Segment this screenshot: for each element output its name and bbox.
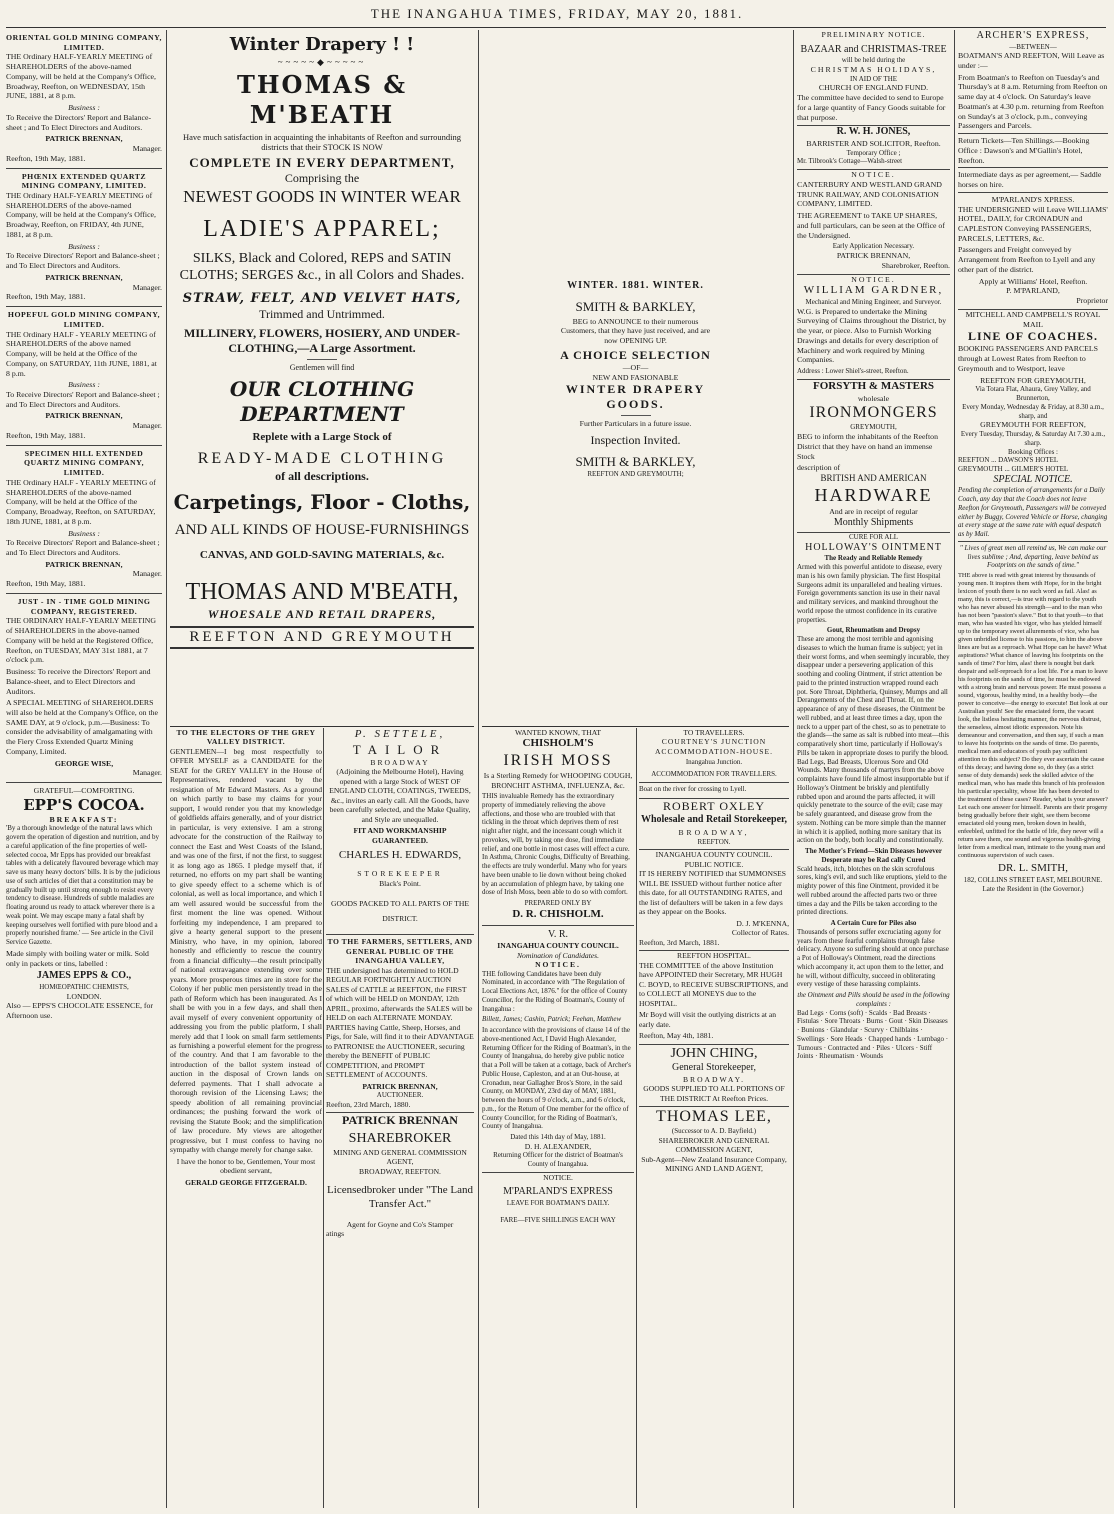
rates-date: Reefton, 3rd March, 1881. — [639, 937, 720, 947]
moss-body: THIS invaluable Remedy has the extraordinary property of immediately relieving the above affections, and those who are troubled with that tickling in the throat which deprives them of rest night after night, and the incessant cough which it provokes, will, by taking one dose, find immediate relief, and one bottle in most cases will effect a cure. In Asthma, Chronic Coughs, Difficulty of Breathing, the effects are truly wonderful. Many who for years have been unable to lie down without being choked by an accumulation of phlegm have, by taking one dose of Irish Moss, been able to do so with comfort. — [482, 792, 630, 897]
archer-sched: From Boatman's to Reefton on Tuesday's and Thursday's at 8 a.m. Returning from Reefton on same day at 4 o'clock. On Saturday's leave Boatman's at 4.30 p.m. returning from Reefton on Sunday's at 3 o'clock, p.m., conveying Passengers and Parcels. — [958, 72, 1108, 131]
lee-mining: MINING AND LAND AGENT, — [665, 1164, 763, 1174]
holloway-title: HOLLOWAY'S OINTMENT — [805, 541, 942, 553]
tailor-fit: FIT AND WORKMANSHIP GUARANTEED. — [353, 826, 447, 845]
phoenix-notice — [6, 169, 162, 308]
coach-via: Via Totara Flat, Ahaura, Grey Valley, and Brunnerton, — [975, 385, 1091, 403]
notice-role: Manager. — [132, 768, 162, 778]
ad-city: LONDON. — [66, 991, 102, 1001]
notice-date: Reefton, 19th May, 1881. — [6, 430, 86, 440]
ad-further: Further Particulars in a future issue. — [579, 419, 692, 429]
rule — [621, 415, 651, 416]
coach-offices: Booking Offices : — [1007, 447, 1059, 456]
notice-title: ORIENTAL GOLD MINING COMPANY, LIMITED. — [6, 33, 162, 52]
ad-firm2: SMITH & BARKLEY, — [575, 454, 696, 470]
address-sign: GERALD GEORGE FITZGERALD. — [185, 1177, 307, 1187]
canterbury-sign: PATRICK BRENNAN, — [836, 251, 911, 261]
edwards-storekeeper: STOREKEEPER — [357, 869, 443, 879]
notice-date: Reefton, 19th May, 1881. — [6, 153, 86, 163]
ad-readymade: READY-MADE CLOTHING — [197, 449, 447, 467]
travellers-title: TO TRAVELLERS. — [683, 728, 745, 737]
council-body3: In accordance with the provisions of clause 14 of the above-mentioned Act, I David Hugh Alexander, Returning Officer for the Riding of Boatman's, in the County of Inangahua, do hereby give public notice that a Poll will be taken at a cottage, back of Archer's Public House, Capleston, and at an Out-house, at Cronadun, near Gallagher Bros's Store, in the said County, on MONDAY, 23rd day of MAY, 1881, between the hours of 9 o'clock, a.m., and 6 o'clock, p.m., for the Return of One member for the office of County Councillor, for the Riding of Boatman's, County of Inangahua. — [482, 1026, 631, 1131]
forsyth-wholesale: wholesale — [857, 393, 890, 403]
smith-barkley-ad — [482, 30, 789, 726]
canterbury-agree: THE AGREEMENT to TAKE UP SHARES, and full particulars, can be seen at the Office of the Undersigned. — [797, 211, 945, 240]
column-divider — [323, 728, 324, 1508]
council-body: THE following Candidates have been duly Nominated, in accordance with "The Regulation of Local Elections Act, 1876." for the office of County Councillor, for the Riding of Boatman's, County of Inangahua : — [482, 969, 628, 1013]
holloway-ready: The Ready and Reliable Remedy — [824, 554, 923, 563]
holloway-body3: These are among the most terrible and agonising diseases to which the human frame is subject; yet in their worst forms, and when seemingly incurable, they disappear under a persevering application of this soothing and cooling Ointment, if strict attention be paid to the printed instruction wrapped round each pot. Sore Throat, Diphtheria, Quinsey, Mumps and all Derangements of the Chest and Throat. If, on the appearance of any of these diseases, the Ointment be well rubbed, and at least three times a day, upon the neck to a upper part of the chest, so as to penetrate to the glands—the same as salt is rubbed into meat—this comparatively short time, particularly if Holloway's Pills be taken in appropriate doses to purify the blood. Bad Legs, Bad Breasts, Ulcerous Sore and Old Wounds. Many thousands of martyrs from the above complaints have found life almost insupportable but if Holloway's Ointment be briskly and plentifully rubbed upon and around the parts affected, it will quickly penetrate to the source of the evil; case may be safely guaranteed, and disease grow from the system. Nothing can be more simple than the manner in which it is applied, nothing more sanitary that its action on the body, both locally and constitutionally. — [797, 635, 950, 845]
notice-date: Reefton, 19th May, 1881. — [6, 579, 86, 589]
holloway-gout: Gout, Rheumatism and Dropsy — [826, 626, 921, 635]
section-rule — [482, 726, 789, 727]
notice-business: Business : — [68, 103, 100, 113]
ad-millinery: MILLINERY, FLOWERS, HOSIERY, AND UNDER- — [184, 325, 460, 340]
ching-name: JOHN CHING, — [639, 1044, 789, 1063]
notice-title: PHŒNIX EXTENDED QUARTZ MINING COMPANY, LIMITED. — [21, 171, 147, 191]
ad-thomas: THOMAS AND M'BEATH, — [185, 579, 459, 605]
council-notice: NOTICE. — [535, 960, 581, 970]
notice-role: Manager. — [132, 282, 162, 292]
moss-title: IRISH MOSS — [503, 752, 613, 770]
travellers-courtney: COURTNEY'S JUNCTION ACCOMMODATION-HOUSE. — [654, 737, 774, 756]
mparland-apply: Apply at Williams' Hotel, Reefton. — [978, 276, 1088, 286]
ad-kicker: GRATEFUL—COMFORTING. — [33, 786, 135, 796]
ad-firm: THOMAS & M'BEATH — [237, 69, 407, 129]
mparland-body: THE UNDERSIGNED will Leave WILLIAMS' HOTEL, DAILY, for CRONADUN and CAPLESTON Conveying PASSENGERS, PARCELS, LETTERS, &c. — [958, 204, 1108, 243]
ad-cloths: CLOTHS; SERGES &c., in all Colors and Shades. — [179, 268, 465, 283]
archer-between: —BETWEEN— — [1009, 42, 1057, 51]
notice-business: Business: To receive the Directors' Report and Balance-sheet, and to Elect Directors and Auditors. — [6, 667, 151, 696]
forsyth-ba: BRITISH AND AMERICAN — [820, 473, 927, 484]
ad-trimmed: Trimmed and Untrimmed. — [259, 306, 385, 321]
forsyth-monthly: Monthly Shipments — [833, 516, 914, 528]
bazaar-held: will be held during the — [841, 56, 906, 65]
express-fare: FARE—FIVE SHILLINGS EACH WAY — [500, 1215, 616, 1224]
notice-role: Manager. — [132, 144, 162, 154]
notice-sign: GEORGE WISE, — [54, 758, 114, 768]
gardner-address: Address : Lower Shiel's-street, Reefton. — [797, 367, 909, 376]
notice-items: To Receive Directors' Report and Balance-sheet ; and To Elect Directors and Auditors. — [6, 538, 160, 557]
ad-new: NEW AND FASIONABLE — [592, 372, 679, 382]
oxley-broadway: BROADWAY, — [678, 828, 750, 838]
farmers-body: THE undersigned has determined to HOLD REGULAR FORTNIGHTLY AUCTION SALES of CATTLE at REEFTON, the FIRST of which will be HELD on MONDAY, 12th APRIL, proximo, afterwards the SALES will be HELD on each ALTERNATE MONDAY. PARTIES having Cattle, Sheep, Horses, and Pigs, for Sale, will find it to their ADVANTAGE to PATRONISE the AUCTIONEER, securing thereby the BENEFIT of PUBLIC COMPETITION, and PROMPT SETTLEMENT of ACCOUNTS. — [326, 965, 474, 1080]
ad-newest: NEWEST GOODS IN WINTER WEAR — [183, 187, 461, 207]
ad-title: EPP'S COCOA. — [23, 795, 145, 814]
column-divider — [793, 30, 794, 1508]
mparland-title: M'PARLAND'S XPRESS. — [958, 192, 1108, 205]
smith-poem: " Lives of great men all remind us, We can make our lives sublime ; And, departing, leave behind us Footprints on the sands of time." — [958, 541, 1108, 570]
ad-our-clothing: OUR CLOTHING DEPARTMENT — [229, 376, 415, 426]
farmers-date: Reefton, 23rd March, 1880. — [326, 1099, 411, 1109]
ad-firm: SMITH & BARKLEY, — [575, 298, 696, 314]
rates-sign: D. J. M'KENNA, — [736, 918, 789, 928]
forsyth-beg: BEG to inform the inhabitants of the Reefton District that they have on hand an immense Stock — [797, 432, 938, 461]
brennan-tail: atings — [326, 1229, 345, 1239]
notice-sign: PATRICK BRENNAN, — [45, 134, 123, 144]
ching-broadway: BROADWAY. — [682, 1074, 746, 1084]
notice-role: Manager. — [132, 569, 162, 579]
lee-sb: SHAREBROKER AND GENERAL COMMISSION AGENT, — [658, 1135, 770, 1155]
jones-temp: Temporary Office ; — [846, 148, 901, 157]
notice-body: THE Ordinary HALF-YEARLY MEETING of SHAREHOLDERS of the above-named Company, will be held at the Company's Office, Broadway, Reefton, on WEDNESDAY, 15th JUNE, 1881, at 8 p.m. — [6, 52, 156, 101]
gardner-body: W.G. is Prepared to undertake the Mining Surveying of Claims throughout the District, by the year, or piece. Also to Furnish Working Drawings and details for every description of Machinery and work required by Mining Companies. — [797, 306, 947, 365]
smith-addr: 182, COLLINS STREET EAST, MELBOURNE. — [963, 875, 1103, 884]
notice-business: Business : — [68, 380, 100, 390]
lee-succ: (Successor to A. D. Bayfield.) — [671, 1127, 757, 1136]
smith-body: THE above is read with great interest by thousands of young men. It inspires them with Hope, for in the bright lexicon of youth there is no such word as fail. Alas! as many, this is correct,—is true with regard to the youth who has never abused his strength—and to the man who has not been "passion's slave." But to that youth—to that man, who has wasted his vigor, who has yielded himself up to the temporary sweet allurements of vice, who has given unbridled license to his passions, to him the above lines are but as a reproach. What Hope can he have? What aspirations? What chance of leaving his footprints on the sands of time? For him, alas! there is nought but dark despair and self-reproach for a lost life. For a man to leave his footprints on the sands of time, he must be endowed with a strong brain and nervous power. He must possess a sound, vigorous, healthy mind, in a healthy body—the power to conceive—the energy to execute! But look at our Australian youth! See the emaciated form, the vacant look, the listless hesitating manner, the nervous distrust, the senseless, almost idiotic expression. Note his demeanour and conversation, and then say, if such a man to leave his footprints on the sands of time. Do parents, medical men and educators of youth pay sufficient attention to this subject? Do they ever ascertain the cause of this decay; and having done so, do they (as a strict sense of duty demands) seek the skilled advice of the medical man, who has made this branch of his profession his particular speciality, whose life has been devoted to the treatment of these cases? Reader, what is your answer? Let each one answer for himself. Parents are their progeny being gradually before their sight, see them become emaciated old young men, broken down in health, enfeebled, unfitted for the battle of life, they never will a return save them, one sound and vigorous health-giving letter from a medical man, intimate to the young man and continuous supervision of such cases. — [958, 572, 1108, 860]
col3b-ads — [639, 728, 789, 1508]
masthead: THE INANGAHUA TIMES, FRIDAY, MAY 20, 1881. — [370, 6, 744, 21]
notice-sign: PATRICK BRENNAN, — [45, 272, 123, 282]
notice-body: THE Ordinary HALF - YEARLY MEETING of SHAREHOLDERS of the above named Company, will be held at the Office of the Company, on SATURDAY, 11th JUNE, 1881, at 8 p.m. — [6, 329, 157, 378]
jones-tilbrook: Mr. Tilbrook's Cottage—Walsh-street — [797, 157, 903, 166]
ad-beg: BEG to ANNOUNCE to their numerous Customers, that they have just received, and are now OPENING UP. — [560, 316, 711, 346]
notice-body: THE ORDINARY HALF-YEARLY MEETING of SHAREHOLDERS in the above-named Company will be held at the Registered Office, Reefton, on TUESDAY, MAY 31st 1881, at 7 o'clock p.m. — [6, 616, 157, 665]
column-divider — [166, 30, 167, 1508]
column-divider — [954, 30, 955, 1508]
thomas-mbeath-ad — [170, 30, 474, 726]
ad-drapery: WINTER DRAPERY GOODS. — [565, 382, 706, 412]
coach-greym: GREYMOUTH ... GILMER'S HOTEL — [958, 465, 1069, 474]
council-dated: Dated this 14th day of May, 1881. — [510, 1133, 606, 1142]
mparland-sign: P. M'PARLAND, — [1006, 286, 1060, 296]
brennan-licensed: Licensedbroker under "The Land Transfer Act." — [327, 1184, 473, 1211]
coach-title: LINE OF COACHES. — [968, 329, 1098, 344]
ching-goods: GOODS SUPPLIED TO ALL PORTIONS OF THE DISTRICT At Reefton Prices. — [643, 1084, 785, 1103]
mparland-passengers: Passengers and Freight conveyed by Arrangement from Reefton to Lyell and any other part of the district. — [958, 245, 1096, 274]
ching-general: General Storekeeper, — [672, 1062, 756, 1074]
ad-allkinds: AND ALL KINDS OF HOUSE-FURNISHINGS — [174, 521, 470, 538]
smith-dr: DR. L. SMITH, — [998, 862, 1068, 875]
holloway-oint: the Ointment and Pills should be used in the following complaints : — [797, 991, 950, 1008]
moss-prepared: PREPARED ONLY BY — [524, 899, 592, 908]
canterbury-title: CANTERBURY AND WESTLAND GRAND TRUNK RAILWAY, AND COLONISATION COMPANY, LIMITED. — [797, 179, 942, 209]
col3a-ads — [482, 728, 634, 1508]
crest-label: V. R. — [482, 925, 634, 942]
column-divider — [636, 728, 637, 1508]
notice-title: JUST - IN - TIME GOLD MINING COMPANY, REGISTERED. — [17, 596, 151, 616]
notice-business: Business : — [68, 241, 100, 251]
ad-intro: Have much satisfaction in acquainting the inhabitants of Reefton and surrounding districts that their STOCK IS NOW — [182, 131, 462, 153]
coach-mitchell: MITCHELL AND CAMPBELL'S ROYAL MAIL — [958, 309, 1108, 329]
jones-barrister: BARRISTER AND SOLICITOR, Reefton. — [806, 138, 941, 148]
ad-firm: JAMES EPPS & CO., — [36, 970, 132, 982]
forsyth-desc: description of — [797, 463, 841, 473]
bazaar-christmas: CHRISTMAS HOLIDAYS, — [810, 64, 937, 74]
farmers-title: TO THE FARMERS, SETTLERS, AND GENERAL PUBLIC OF THE INANGAHUA VALLEY, — [326, 934, 474, 965]
notice-items: To Receive Directors' Report and Balance-sheet ; and To Elect Directors and Auditors. — [6, 389, 160, 409]
edwards-name: CHARLES H. EDWARDS, — [338, 849, 462, 862]
column-5 — [958, 30, 1108, 1508]
notice-role: Manager. — [132, 421, 162, 431]
brennan-mining: MINING AND GENERAL COMMISSION AGENT, — [333, 1147, 467, 1167]
notice-sign: PATRICK BRENNAN, — [45, 559, 123, 569]
travellers-accom: ACCOMMODATION FOR TRAVELLERS. — [651, 770, 777, 779]
hospital-title: REEFTON HOSPITAL. — [639, 950, 789, 960]
archer-title: ARCHER'S EXPRESS, — [976, 30, 1090, 41]
tailor-name: P. SETTELE, — [354, 728, 446, 740]
moss-dr: D. R. CHISHOLM. — [512, 907, 604, 920]
epps-cocoa-ad — [6, 783, 162, 1021]
canterbury-notice: NOTICE. — [797, 169, 950, 180]
forsyth-name: FORSYTH & MASTERS — [797, 379, 950, 394]
hospital-date: Reefton, May 4th, 1881. — [639, 1031, 714, 1041]
oxley-name: ROBERT OXLEY — [639, 798, 789, 814]
council-role: Returning Officer for the district of Boatman's County of Inangahua. — [493, 1151, 623, 1169]
ad-hats: STRAW, FELT, AND VELVET HATS, — [182, 290, 462, 306]
smith-late: Late the Resident in (the Governor.) — [982, 884, 1084, 893]
ad-made: Made simply with boiling water or milk. Sold only in packets or tins, labelled : — [6, 948, 149, 968]
coach-booking: BOOKING PASSENGERS AND PARCELS through at Lowest Rates from Reefton to Greymouth and to Westport, leave — [958, 344, 1099, 373]
rates-body: IT IS HEREBY NOTIFIED that SUMMONSES WILL BE ISSUED without further notice after this date, for all OUTSTANDING RATES, and the list of defaulters will be taken in a few days as they appear on the Books. — [639, 869, 787, 917]
forsyth-greymouth: GREYMOUTH, — [850, 423, 897, 432]
travellers-boat: Boat on the river for crossing to Lyell. — [639, 782, 789, 794]
ad-town: REEFTON AND GREYMOUTH — [170, 626, 474, 649]
rule — [307, 359, 337, 360]
notice-business: Business : — [68, 528, 100, 538]
ad-wholesale: WHOESALE AND RETAIL DRAPERS, — [207, 607, 437, 621]
moss-wanted: WANTED KNOWN, THAT — [514, 728, 602, 737]
notice-body: THE Ordinary HALF - YEARLY MEETING of SHAREHOLDERS of the above-named Company, will be held at the Office of the Company, Broadway, Reefton, on SATURDAY, 18th JUNE, 1881, at 8 p.m. — [6, 477, 156, 526]
ad-winter: WINTER. 1881. WINTER. — [567, 280, 704, 291]
coach-days: Every Monday, Wednesday & Friday, at 8.30 a.m., sharp, and — [962, 402, 1104, 420]
holloway-cure: CURE FOR ALL — [797, 532, 950, 542]
holloway-body: Armed with this powerful antidote to disease, every man is his own family physician. The first Hospital Surgeons admit its unparalleled and healing virtues. Foreign governments sanction its use in their naval and military services, and mankind throughout the world repose the utmost confidence in its curative properties. — [797, 563, 943, 624]
hospital-body: THE COMMITTEE of the above Institution have APPOINTED their Secretary, MR HUGH C. BOYD, to RECEIVE SUBSCRIPTIONS, and to COLLECT all MONEYS due to the HOSPITAL. — [639, 960, 788, 1008]
rates-council: INANGAHUA COUNTY COUNCIL. — [639, 849, 789, 859]
gardner-notice: NOTICE. — [797, 274, 950, 285]
tailor-title: TAILOR — [352, 741, 448, 757]
bazaar-body: The committee have decided to send to Europe for a large quantity of Fancy Goods suitable for that purpose. — [797, 93, 946, 122]
ad-body: 'By a thorough knowledge of the natural laws which govern the operation of digestion and nutrition, and by a careful application of the fine properties of well-selected cocoa, Mr Epps has provided our breakfast tables with a delicately flavoured beverage which may save us many heavy doctors' bills. It is by the judicious use of such articles of diet that a constitution may be gradually built up until strong enough to resist every tendency to disease. Hundreds of subtle maladies are floating around us ready to attack wherever there is a weak point. We may escape many a fatal shaft by keeping ourselves well fortified with pure blood and a properly nourished frame.' — See article in the Civil Service Gazette. — [6, 824, 161, 947]
ad-alldesc: of all descriptions. — [275, 468, 369, 483]
lee-sub: Sub-Agent—New Zealand Insurance Company, — [641, 1154, 787, 1164]
brennan-name: PATRICK BRENNAN — [326, 1112, 474, 1128]
notice-sign: PATRICK BRENNAN, — [45, 411, 123, 421]
notice-title: SPECIMEN HILL EXTENDED QUARTZ MINING COMPANY, LIMITED. — [23, 448, 145, 478]
notice-items: To Receive Directors' Report and Balance-sheet ; and To Elect Directors and Auditors. — [6, 251, 160, 271]
ad-canvas: CANVAS, AND GOLD-SAVING MATERIALS, &c. — [199, 549, 445, 562]
council-title: INANGAHUA COUNTY COUNCIL. — [497, 941, 619, 951]
gardner-engineer: Mechanical and Mining Engineer, and Surveyor. — [805, 297, 942, 306]
archer-inter: Intermediate days as per agreement,— Saddle horses on hire. — [958, 167, 1108, 189]
coach-reefton: REEFTON ... DAWSON'S HOTEL — [958, 456, 1059, 465]
ad-inspection: Inspection Invited. — [590, 433, 681, 448]
ad-silks: SILKS, Black and Colored, REPS and SATIN — [192, 250, 452, 266]
section-rule — [170, 726, 474, 727]
gardner-name: WILLIAM GARDNER, — [803, 284, 944, 297]
bazaar-church: CHURCH OF ENGLAND FUND. — [818, 83, 929, 93]
coach-pending: Pending the completion of arrangements for a Daily Coach, any day that the Coach does not leave Reefton for Greymouth, Passengers will be conveyed either by Buggy, Covered Vehicle or Horse, changing at every stage at the same rate with equal despatch as by Mail. — [958, 486, 1108, 539]
ad-carpetings: Carpetings, Floor - Cloths, — [173, 489, 471, 514]
bazaar-aid: IN AID OF THE — [849, 74, 898, 83]
council-nomination: Nomination of Candidates. — [516, 950, 600, 960]
holloway-piles: A Certain Cure for Piles also — [830, 919, 917, 928]
address-body: GENTLEMEN—I beg most respectfully to OFFER MYSELF as a CANDIDATE for the SEAT for the GREY VALLEY in the House of Representatives, rendered vacant by the resignation of Mr Edward Masters. As a ground on which partly to base my claims for your support, I would render you that my knowledge of goldfields affairs generally, and of your district in particular, is very extensive. I am a strong advocate for the construction of the Railway to connect the East and West Coasts of the Island, and was one of the first, if not the first, to suggest it as long ago as 1865. I pledge myself that, if returned, no efforts on my part shall be wanting to give speedy effect to a scheme which is of colonial, as well as local importance, and which I am well assured would be successful from the first moment the line was opened. Without forfeiting my independence, I am prepared to give a hearty general support to the present Ministry, who have, in my opinion, labored honestly and efficiently to rescue the country from a financial difficulty—the result principally of national extravagance extending over some years. More prosperous times are in store for the Colony if her public men persistently tread in the path of Reform which has been inaugurated. As I shall be with you in a few days, and shall then avail myself of every convenient opportunity of addressing you from the public platform, I shall merely add that I look on small farm settlements as furnishing a powerful element for the progress of the country. And that I am favorable to the introduction of the ballot system instead of auction in the disposal of Crown lands on deferred payments. That I shall advocate a thorough revision of the Licensing Laws; the speedy abolition of all remaining provincial ordinances; the pushing forward the work of revising the Statute Book; and the simplification of law procedure. My views are altogether progressive, but I must confess to having no sympathy with change merely for change sake. — [170, 746, 322, 1155]
oriental-notice — [6, 30, 162, 169]
express-name: M'PARLAND'S EXPRESS — [503, 1186, 613, 1198]
column-4 — [797, 30, 950, 1508]
ad-of: —OF— — [622, 362, 649, 372]
edwards-goods: GOODS PACKED TO ALL PARTS OF THE DISTRICT. — [331, 899, 469, 924]
moss-is: Is a Sterling Remedy for WHOOPING COUGH, BRONCHIT ASTHMA, INFLUENZA, &c. — [483, 771, 633, 790]
bazaar-prelim: PRELIMINARY NOTICE. — [821, 30, 926, 39]
ad-head: Winter Drapery ! ! — [229, 34, 415, 55]
lee-name: THOMAS LEE, — [639, 1106, 789, 1127]
rates-public: PUBLIC NOTICE. — [684, 859, 744, 869]
hospital-body3: Mr Boyd will visit the outlying districts at an early date. — [639, 1010, 777, 1029]
forsyth-hardware: HARDWARE — [814, 485, 933, 506]
notice-items: To Receive the Directors' Report and Balance-sheet ; and To Elect Directors and Auditors. — [6, 112, 152, 132]
ad-ladies: LADIE'S APPAREL; — [203, 215, 441, 242]
rates-role: Collector of Rates. — [731, 928, 789, 938]
ad-choice: A CHOICE SELECTION — [560, 347, 711, 362]
holloway-mothers: The Mother's Friend—Skin Diseases however Desperate may be Rad cally Cured — [805, 847, 942, 864]
brennan-title: SHAREBROKER — [348, 1131, 452, 1147]
column-1 — [6, 30, 162, 1508]
edwards-place: Black's Point. — [379, 878, 421, 888]
specimen-notice — [6, 446, 162, 594]
tailor-street: BROADWAY — [370, 758, 430, 767]
notice-body: THE Ordinary HALF-YEARLY MEETING of SHAREHOLDERS of the above-named Company, will be held at the Company's Office, Broadway, Reefton, on FRIDAY, 4th JUNE, 1881, at 8 p.m. — [6, 191, 156, 239]
hopeful-notice — [6, 307, 162, 446]
address-title: TO THE ELECTORS OF THE GREY VALLEY DISTRICT. — [176, 728, 316, 747]
canterbury-role: Sharebroker, Reefton. — [881, 260, 950, 270]
archer-return: Return Tickets—Ten Shillings.—Booking Office : Dawson's and M'Gallin's Hotel, Reefton. — [958, 133, 1108, 165]
tailor-body: (Adjoining the Melbourne Hotel), Having opened with a large Stock of WEST OF ENGLAND CLOTH, COATINGS, TWEEDS, &c., invites an early call. All the Goods, have been carefully selected, and the Make Quality, and Style are unequalled. — [329, 767, 471, 824]
brennan-addr: BROADWAY, REEFTON. — [359, 1166, 441, 1176]
travellers-junction: Inangahua Junction. — [685, 758, 743, 767]
coach-rfg: REEFTON FOR GREYMOUTH, — [980, 375, 1086, 385]
notice-special: A SPECIAL MEETING of SHAREHOLDERS will also be held at the Company's Office, on the SAME DAY, at 9 o'clock, p.m.—Business: To consider the advisability of amalgamating with the Fiery Cross Extended Quartz Mining Company, Limited. — [6, 698, 158, 756]
ad-gentlemen: Gentlemen will find — [289, 362, 355, 372]
ornament-divider: ~~~~~◆~~~~~ — [277, 56, 367, 67]
forsyth-iron: IRONMONGERS — [809, 404, 938, 422]
coach-gfr: GREYMOUTH FOR REEFTON, — [980, 420, 1086, 430]
coach-special: SPECIAL NOTICE. — [993, 473, 1073, 485]
holloway-body4: Scald heads, itch, blotches on the skin scrofulous sores, king's evil, and such like eruptions, yield to the mighty power of this fine Ointment, provided it be well rubbed around the affected parts two or three times a day and the Pills be taken according to the printed directions. — [797, 864, 947, 917]
archer-boatman: BOATMAN'S AND REEFTON, Will Leave as under :— — [958, 51, 1105, 70]
justintime-notice — [6, 594, 162, 783]
express-leave: LEAVE FOR BOATMAN'S DAILY. — [506, 1198, 610, 1207]
brennan-agent: Agent for Goyne and Co's Stamper — [346, 1219, 454, 1229]
ad-complete: COMPLETE IN EVERY DEPARTMENT, — [189, 155, 455, 170]
top-rule — [6, 27, 1106, 28]
notice-date: Reefton, 19th May, 1881. — [6, 292, 86, 302]
electors-address — [170, 728, 322, 1508]
address-close: I have the honor to be, Gentlemen, Your most obedient servant, — [176, 1156, 316, 1176]
ad-comprising: Comprising the — [284, 171, 360, 186]
ad-clothing: CLOTHING,—A Large Assortment. — [228, 340, 416, 355]
express-notice: NOTICE. — [482, 1172, 634, 1182]
ad-replete: Replete with a Large Stock of — [252, 430, 392, 443]
col2b-ads — [326, 728, 474, 1508]
forsyth-receipt: And are in receipt of regular — [829, 506, 918, 516]
holloway-body5: Thousands of persons suffer excruciating agony for years from these fearful complaints through false delicacy. Anyone so suffering should at once purchase a Pot of Holloway's Ointment, read the directions which accompany it, act upon them to the letter, and he will, without difficulty, succeed in obliterating every vestige of these harassing complaints. — [797, 927, 949, 989]
oxley-wholesale: Wholesale and Retail Storekeeper, — [640, 813, 788, 825]
coach-days2: Every Tuesday, Thursday, & Saturday At 7.30 a.m., sharp. — [960, 430, 1106, 447]
canterbury-early: Early Application Necessary. — [832, 242, 915, 251]
farmers-sign: PATRICK BRENNAN, — [362, 1081, 438, 1091]
council-sign: D. H. ALEXANDER, — [524, 1141, 592, 1151]
oxley-reefton: REEFTON. — [697, 837, 731, 846]
column-divider — [478, 30, 479, 1508]
jones-name: R. W. H. JONES, — [797, 125, 950, 139]
notice-title: HOPEFUL GOLD MINING COMPANY, LIMITED. — [7, 310, 161, 329]
bazaar-title: BAZAAR and CHRISTMAS-TREE — [800, 43, 947, 55]
farmers-role: AUCTIONEER. — [376, 1091, 424, 1100]
ad-also: Also — EPPS'S CHOCOLATE ESSENCE, for Afternoon use. — [6, 1001, 153, 1021]
ad-towns: REEFTON AND GREYMOUTH; — [587, 470, 684, 479]
holloway-list: Bad Legs · Corns (soft) · Scalds · Bad Breasts · Fistulas · Sore Throats · Burns · Gout · Skin Diseases · Bunions · Glandular · Scurvy · Chilblains · Swellings · Sore Heads · Chapped hands · Lumbago · Tumours · Contracted and · Piles · Ulcers · Stiff Joints · Rheumatism · Wounds — [797, 1008, 949, 1061]
ad-firm2: HOMŒOPATHIC CHEMISTS, — [39, 982, 129, 991]
moss-chisholm: CHISHOLM'S — [522, 737, 594, 750]
mparland-role: Proprietor — [1076, 296, 1108, 306]
council-names: Billett, James; Cashin, Patrick; Feehan, Matthew — [482, 1015, 622, 1024]
ad-sub: BREAKFAST: — [49, 814, 119, 824]
